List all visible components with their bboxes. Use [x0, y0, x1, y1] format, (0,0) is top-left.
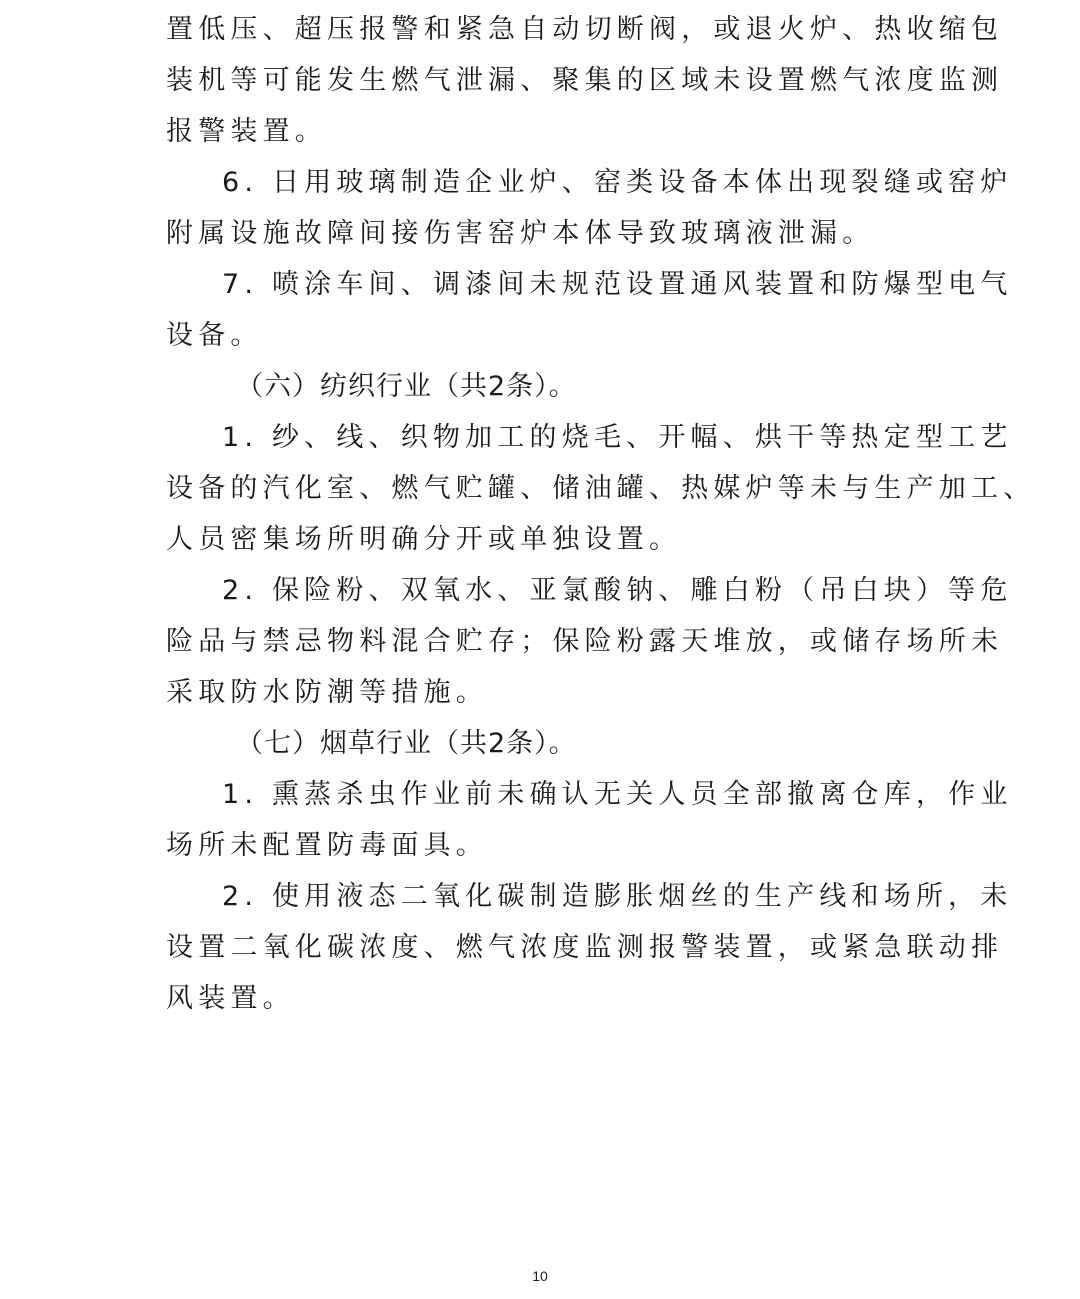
text-line: 设置二氧化碳浓度、燃气浓度监测报警装置，或紧急联动排	[166, 932, 1004, 963]
text-line: 2. 保险粉、双氧水、亚氯酸钠、雕白粉（吊白块）等危	[222, 575, 1013, 606]
text-line: 设备。	[166, 320, 263, 351]
text-line: 场所未配置防毒面具。	[166, 830, 488, 861]
text-line: 6. 日用玻璃制造企业炉、窑类设备本体出现裂缝或窑炉	[222, 167, 1013, 198]
text-line: 装机等可能发生燃气泄漏、聚集的区域未设置燃气浓度监测	[166, 65, 1004, 96]
text-line: 采取防水防潮等措施。	[166, 677, 488, 708]
text-line: 附属设施故障间接伤害窑炉本体导致玻璃液泄漏。	[166, 218, 875, 249]
text-line: 置低压、超压报警和紧急自动切断阀，或退火炉、热收缩包	[166, 14, 1004, 45]
text-line: 风装置。	[166, 983, 295, 1014]
text-line: 2. 使用液态二氧化碳制造膨胀烟丝的生产线和场所，未	[222, 881, 1013, 912]
page-number: 10	[532, 1268, 548, 1284]
text-line: 险品与禁忌物料混合贮存；保险粉露天堆放，或储存场所未	[166, 626, 1004, 657]
text-line: 人员密集场所明确分开或单独设置。	[166, 524, 682, 555]
body-text	[166, 4, 1036, 1024]
text-line: 1. 熏蒸杀虫作业前未确认无关人员全部撤离仓库，作业	[222, 779, 1013, 810]
section-heading: （六）纺织行业（共2条）。	[236, 371, 577, 402]
text-line: 1. 纱、线、织物加工的烧毛、开幅、烘干等热定型工艺	[222, 422, 1013, 453]
text-line: 报警装置。	[166, 116, 327, 147]
text-line: 设备的汽化室、燃气贮罐、储油罐、热媒炉等未与生产加工、	[166, 473, 1036, 504]
text-line: 7. 喷涂车间、调漆间未规范设置通风装置和防爆型电气	[222, 269, 1013, 300]
section-heading: （七）烟草行业（共2条）。	[236, 728, 577, 759]
